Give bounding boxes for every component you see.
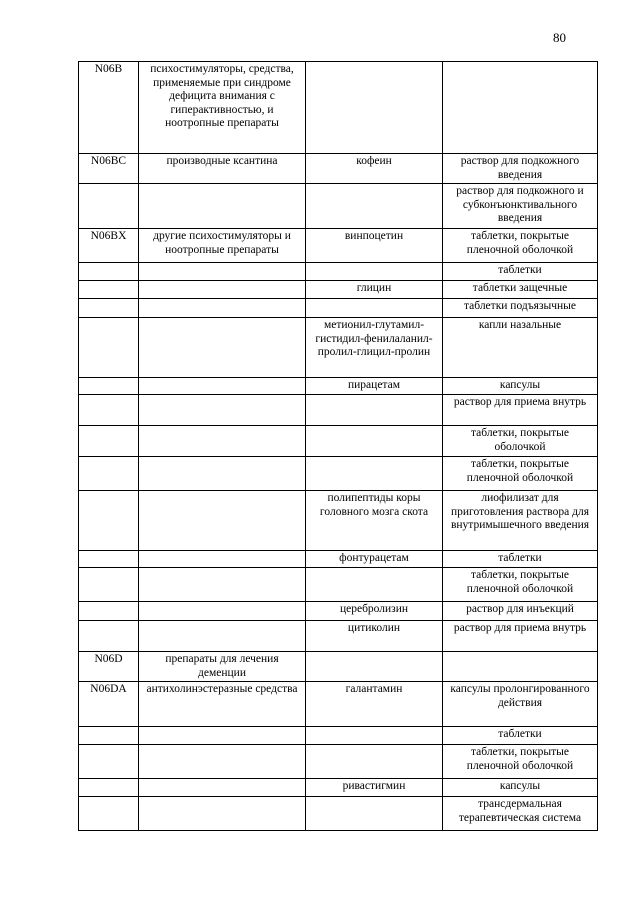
table-row xyxy=(79,551,598,568)
drug-table xyxy=(78,61,598,831)
group-cell xyxy=(139,568,306,602)
group-cell xyxy=(139,745,306,779)
drug-name-cell xyxy=(306,797,443,831)
dosage-form-cell xyxy=(443,62,598,154)
table-row xyxy=(79,395,598,426)
drug-name-cell: галантамин xyxy=(306,682,443,727)
atc-code-cell: N06BC xyxy=(79,154,139,184)
group-cell xyxy=(139,281,306,299)
table-row xyxy=(79,281,598,299)
dosage-form-cell: таблетки защечные xyxy=(443,281,598,299)
dosage-form-cell: раствор для инъекций xyxy=(443,602,598,621)
atc-code-cell xyxy=(79,797,139,831)
dosage-form-cell: таблетки, покрытые пленочной оболочкой xyxy=(443,457,598,491)
table-row xyxy=(79,184,598,229)
atc-code-cell: N06B xyxy=(79,62,139,154)
atc-code-cell xyxy=(79,299,139,318)
atc-code-cell xyxy=(79,318,139,378)
group-cell xyxy=(139,395,306,426)
drug-name-cell xyxy=(306,395,443,426)
drug-name-cell xyxy=(306,299,443,318)
table-row xyxy=(79,299,598,318)
group-cell xyxy=(139,426,306,457)
dosage-form-cell: капли назальные xyxy=(443,318,598,378)
table-row xyxy=(79,378,598,395)
atc-code-cell xyxy=(79,745,139,779)
dosage-form-cell: таблетки, покрытые пленочной оболочкой xyxy=(443,745,598,779)
dosage-form-cell: раствор для подкожного введения xyxy=(443,154,598,184)
group-cell xyxy=(139,184,306,229)
group-cell xyxy=(139,551,306,568)
group-cell: препараты для лечения деменции xyxy=(139,652,306,682)
table-row xyxy=(79,154,598,184)
drug-name-cell xyxy=(306,745,443,779)
table-row xyxy=(79,779,598,797)
drug-name-cell: фонтурацетам xyxy=(306,551,443,568)
dosage-form-cell: таблетки, покрытые оболочкой xyxy=(443,426,598,457)
dosage-form-cell: раствор для подкожного и субконъюнктивального введения xyxy=(443,184,598,229)
table-row xyxy=(79,568,598,602)
group-cell xyxy=(139,378,306,395)
atc-code-cell xyxy=(79,621,139,652)
drug-name-cell xyxy=(306,568,443,602)
group-cell xyxy=(139,779,306,797)
dosage-form-cell: лиофилизат для приготовления раствора для внутримышечного введения xyxy=(443,491,598,551)
atc-code-cell xyxy=(79,184,139,229)
group-cell xyxy=(139,602,306,621)
group-cell: психостимуляторы, средства, применяемые при синдроме дефицита внимания с гиперактивностью, и ноотропные препараты xyxy=(139,62,306,154)
group-cell xyxy=(139,797,306,831)
table-row xyxy=(79,652,598,682)
group-cell xyxy=(139,727,306,745)
dosage-form-cell: таблетки xyxy=(443,551,598,568)
table-row xyxy=(79,682,598,727)
atc-code-cell: N06BX xyxy=(79,229,139,263)
dosage-form-cell: раствор для приема внутрь xyxy=(443,621,598,652)
table-row xyxy=(79,318,598,378)
group-cell xyxy=(139,491,306,551)
dosage-form-cell: таблетки xyxy=(443,263,598,281)
dosage-form-cell: таблетки, покрытые пленочной оболочкой xyxy=(443,568,598,602)
group-cell: антихолинэстеразные средства xyxy=(139,682,306,727)
group-cell: производные ксантина xyxy=(139,154,306,184)
table-row xyxy=(79,62,598,154)
table-row xyxy=(79,263,598,281)
drug-name-cell: ривастигмин xyxy=(306,779,443,797)
drug-name-cell xyxy=(306,652,443,682)
table-row xyxy=(79,229,598,263)
drug-name-cell xyxy=(306,727,443,745)
table-row xyxy=(79,745,598,779)
drug-name-cell: кофеин xyxy=(306,154,443,184)
dosage-form-cell: трансдермальная терапевтическая система xyxy=(443,797,598,831)
dosage-form-cell: таблетки, покрытые пленочной оболочкой xyxy=(443,229,598,263)
dosage-form-cell: капсулы xyxy=(443,779,598,797)
atc-code-cell xyxy=(79,426,139,457)
drug-name-cell xyxy=(306,62,443,154)
atc-code-cell: N06D xyxy=(79,652,139,682)
table-row xyxy=(79,426,598,457)
table-row xyxy=(79,491,598,551)
atc-code-cell xyxy=(79,568,139,602)
table-row xyxy=(79,602,598,621)
atc-code-cell xyxy=(79,378,139,395)
atc-code-cell xyxy=(79,727,139,745)
drug-name-cell xyxy=(306,184,443,229)
atc-code-cell: N06DA xyxy=(79,682,139,727)
atc-code-cell xyxy=(79,395,139,426)
drug-name-cell xyxy=(306,263,443,281)
atc-code-cell xyxy=(79,551,139,568)
table-row xyxy=(79,797,598,831)
dosage-form-cell: таблетки xyxy=(443,727,598,745)
dosage-form-cell: таблетки подъязычные xyxy=(443,299,598,318)
group-cell xyxy=(139,263,306,281)
dosage-form-cell: капсулы xyxy=(443,378,598,395)
atc-code-cell xyxy=(79,281,139,299)
group-cell xyxy=(139,299,306,318)
atc-code-cell xyxy=(79,263,139,281)
drug-name-cell: полипептиды коры головного мозга скота xyxy=(306,491,443,551)
atc-code-cell xyxy=(79,457,139,491)
table-row xyxy=(79,727,598,745)
drug-name-cell: глицин xyxy=(306,281,443,299)
drug-name-cell: винпоцетин xyxy=(306,229,443,263)
page-number: 80 xyxy=(553,30,566,45)
group-cell xyxy=(139,621,306,652)
atc-code-cell xyxy=(79,779,139,797)
drug-name-cell xyxy=(306,426,443,457)
dosage-form-cell: раствор для приема внутрь xyxy=(443,395,598,426)
group-cell: другие психостимуляторы и ноотропные препараты xyxy=(139,229,306,263)
table-row xyxy=(79,457,598,491)
atc-code-cell xyxy=(79,602,139,621)
drug-name-cell: пирацетам xyxy=(306,378,443,395)
group-cell xyxy=(139,318,306,378)
drug-name-cell: метионил-глутамил-гистидил-фенилаланил-пролил-глицил-пролин xyxy=(306,318,443,378)
atc-code-cell xyxy=(79,491,139,551)
group-cell xyxy=(139,457,306,491)
drug-name-cell xyxy=(306,457,443,491)
dosage-form-cell: капсулы пролонгированного действия xyxy=(443,682,598,727)
drug-name-cell: церебролизин xyxy=(306,602,443,621)
table-row xyxy=(79,621,598,652)
drug-name-cell: цитиколин xyxy=(306,621,443,652)
dosage-form-cell xyxy=(443,652,598,682)
